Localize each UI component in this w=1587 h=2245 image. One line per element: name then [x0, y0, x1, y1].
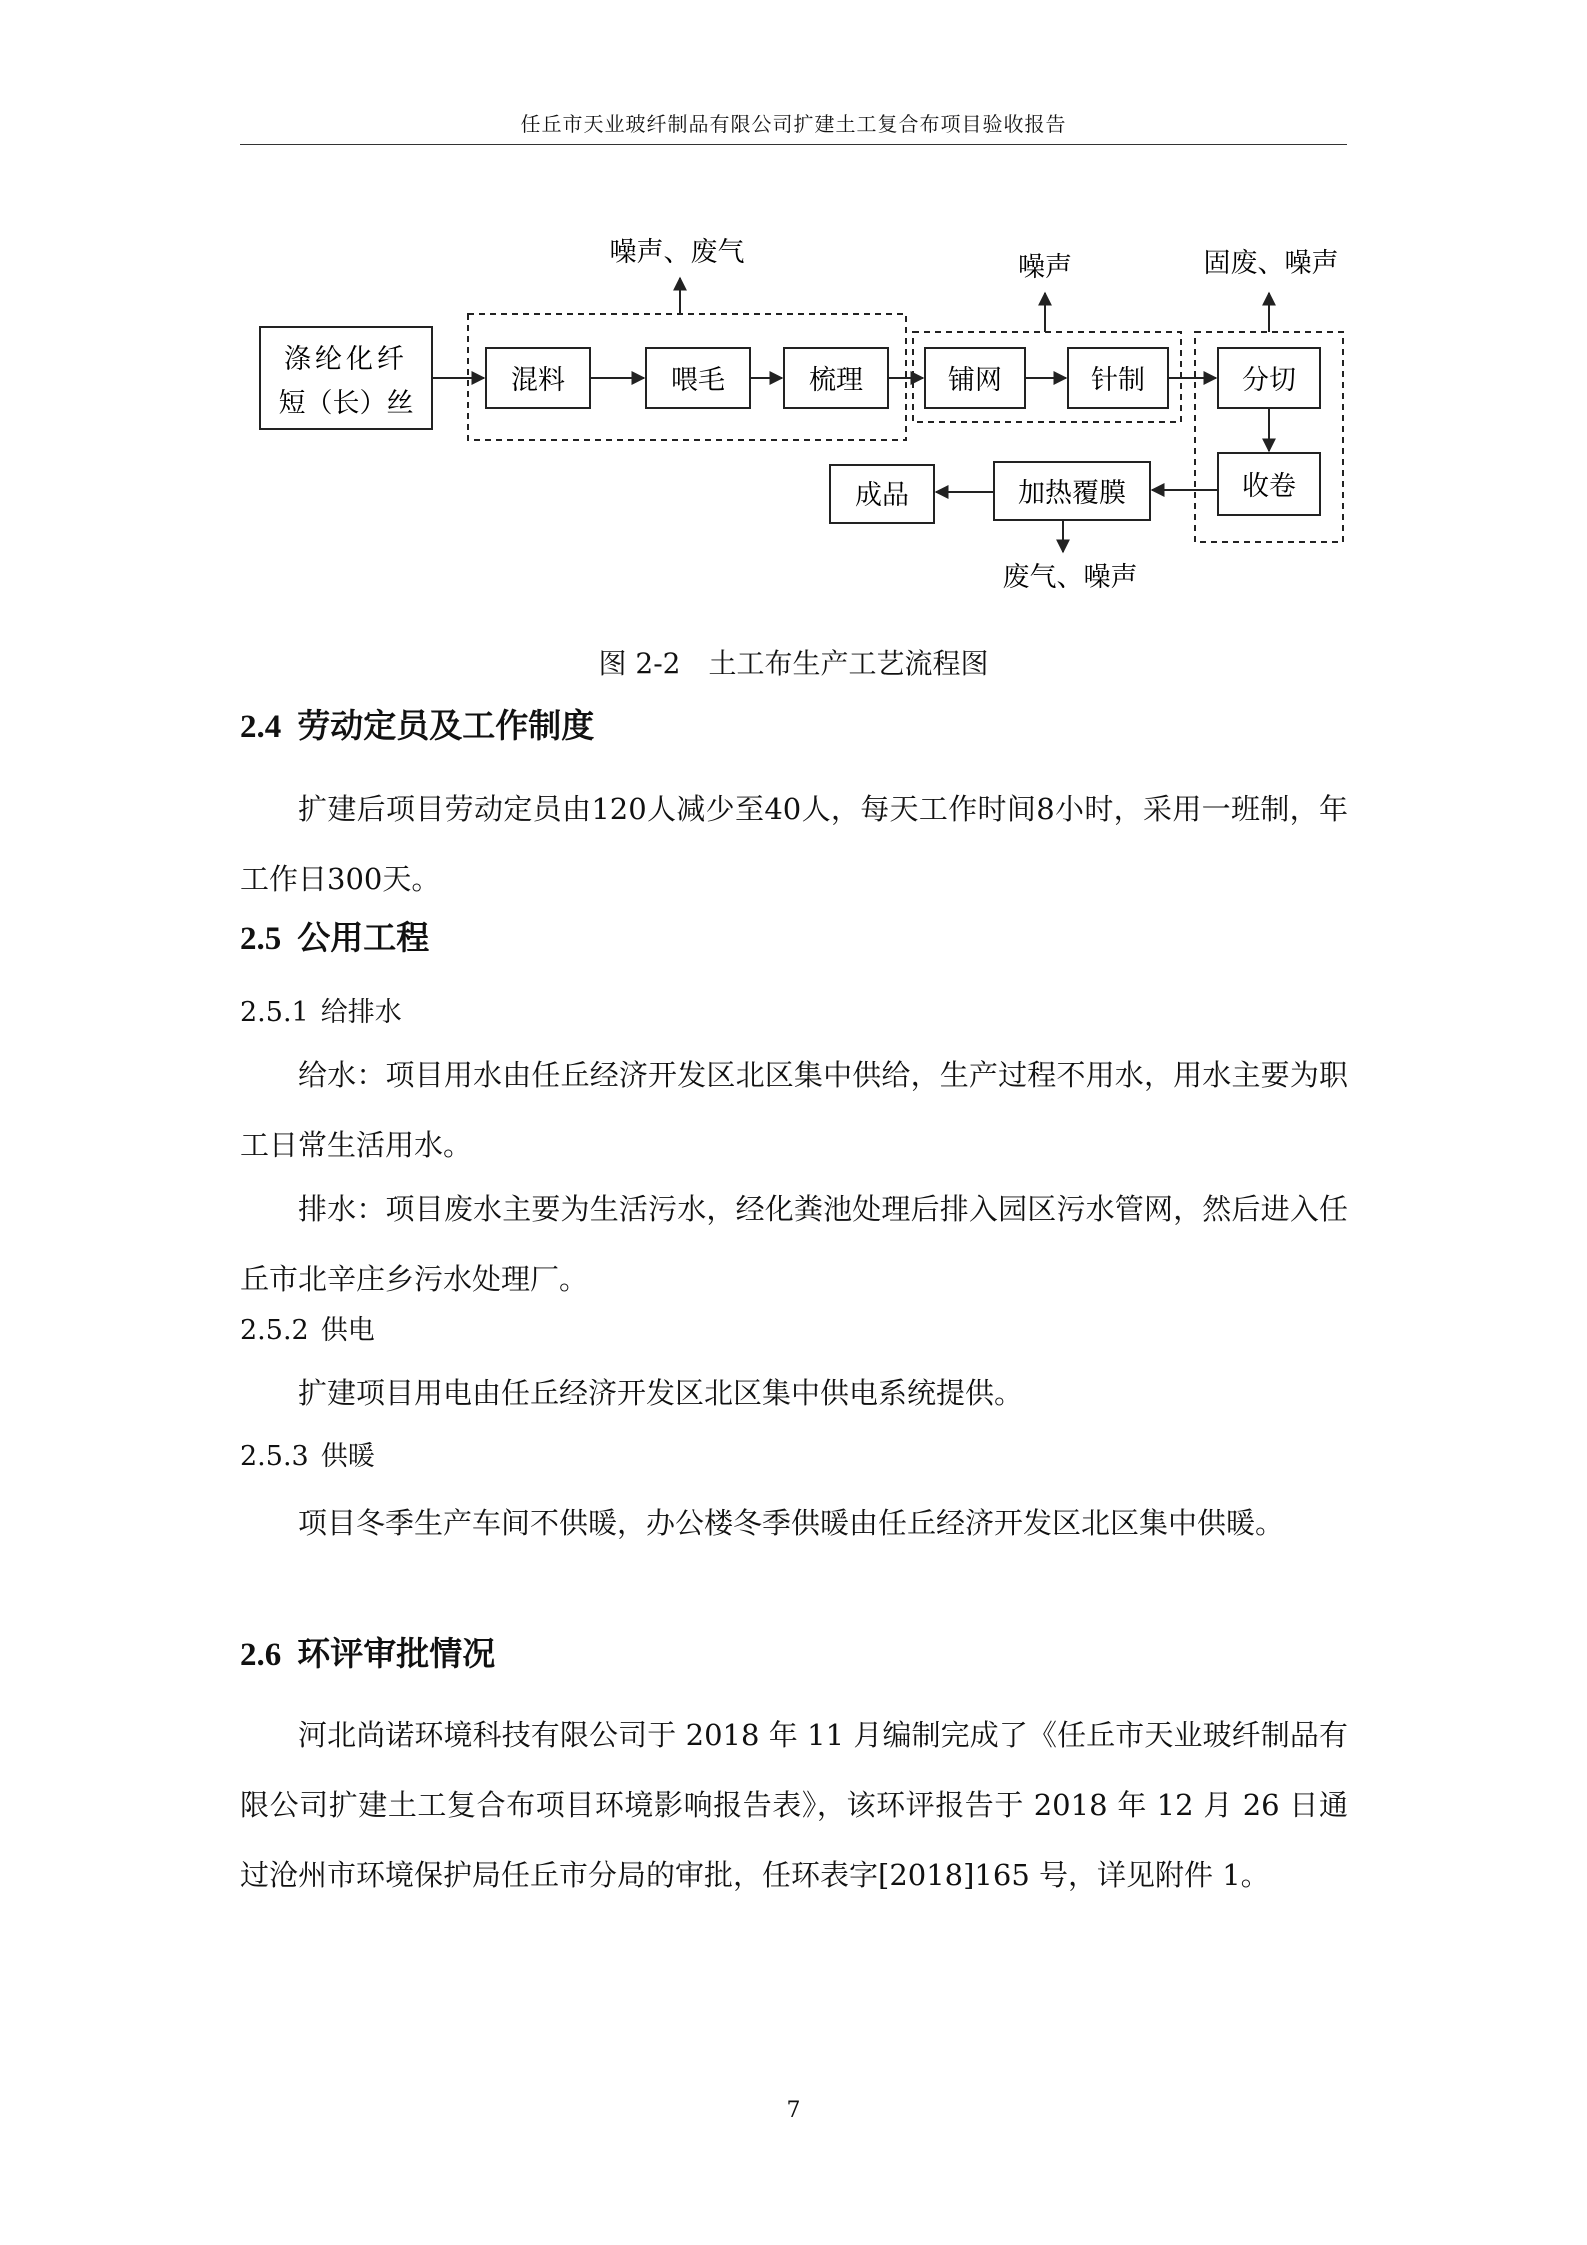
- node-mix-label: 混料: [511, 365, 565, 396]
- header-title: 任丘市天业玻纤制品有限公司扩建土工复合布项目验收报告: [520, 112, 1067, 136]
- section-number: 2.6: [240, 1637, 282, 1673]
- node-card-label: 梳理: [809, 365, 863, 396]
- section-title: 供暖: [320, 1441, 375, 1472]
- node-lay-label: 铺网: [948, 365, 1002, 396]
- power-supply-paragraph: 扩建项目用电由任丘经济开发区北区集中供电系统提供。: [298, 1376, 1024, 1410]
- emission-label-1: 噪声、废气: [609, 237, 745, 268]
- node-feed-label: 喂毛: [671, 365, 725, 396]
- section-number: 2.5: [240, 921, 282, 957]
- emission-label-heat: 废气、噪声: [1002, 562, 1138, 593]
- section-title: 供电: [320, 1315, 375, 1346]
- heating-paragraph: 项目冬季生产车间不供暖，办公楼冬季供暖由任丘经济开发区北区集中供暖。: [298, 1506, 1285, 1540]
- water-supply-paragraph: 给水：项目用水由任丘经济开发区北区集中供给，生产过程不用水，用水主要为职工日常生活用水。: [240, 1058, 1348, 1162]
- section-title: 环评审批情况: [297, 1634, 496, 1673]
- section-2-5-3-heading: [240, 1434, 375, 1473]
- drainage-paragraph: 排水：项目废水主要为生活污水，经化粪池处理后排入园区污水管网，然后进入任丘市北辛庄乡污水处理厂。: [240, 1192, 1348, 1296]
- section-title: 给排水: [320, 997, 402, 1028]
- section-2-6-heading: [240, 1628, 495, 1675]
- emission-label-3: 固废、噪声: [1203, 248, 1339, 279]
- section-2-4-heading: [240, 700, 594, 747]
- figure-caption: 图 2-2 土工布生产工艺流程图: [598, 647, 989, 680]
- eia-approval-paragraph: 河北尚诺环境科技有限公司于 2018 年 11 月编制完成了《任丘市天业玻纤制品有限公司扩建土工复合布项目环境影响报告表》，该环评报告于 2018 年 12 月 26 日通过沧州市环境保护局任丘市分局的审批，任环表字[2018]165 号，详见附件 1。: [240, 1718, 1348, 1892]
- section-2-4-paragraph: 扩建后项目劳动定员由120人减少至40人，每天工作时间8小时，采用一班制，年工作日300天。: [240, 792, 1348, 896]
- section-number: 2.5.2: [240, 1315, 309, 1346]
- node-cut-label: 分切: [1242, 365, 1296, 396]
- node-input-line2: 短（长）丝: [278, 388, 414, 419]
- node-wind-label: 收卷: [1242, 471, 1296, 502]
- page-number: 7: [786, 2098, 801, 2123]
- section-2-5-2-heading: [240, 1308, 375, 1347]
- section-title: 公用工程: [297, 918, 430, 957]
- section-2-5-1-heading: [240, 990, 402, 1029]
- section-title: 劳动定员及工作制度: [297, 706, 595, 745]
- section-number: 2.5.3: [240, 1441, 309, 1472]
- node-needle-label: 针制: [1091, 365, 1145, 396]
- node-heat-label: 加热覆膜: [1018, 478, 1126, 509]
- section-2-5-heading: [240, 912, 429, 959]
- node-product-label: 成品: [855, 480, 909, 511]
- emission-label-2: 噪声: [1018, 252, 1072, 283]
- section-number: 2.5.1: [240, 997, 309, 1028]
- section-number: 2.4: [240, 709, 282, 745]
- node-input-line1: 涤纶化纤: [284, 344, 408, 375]
